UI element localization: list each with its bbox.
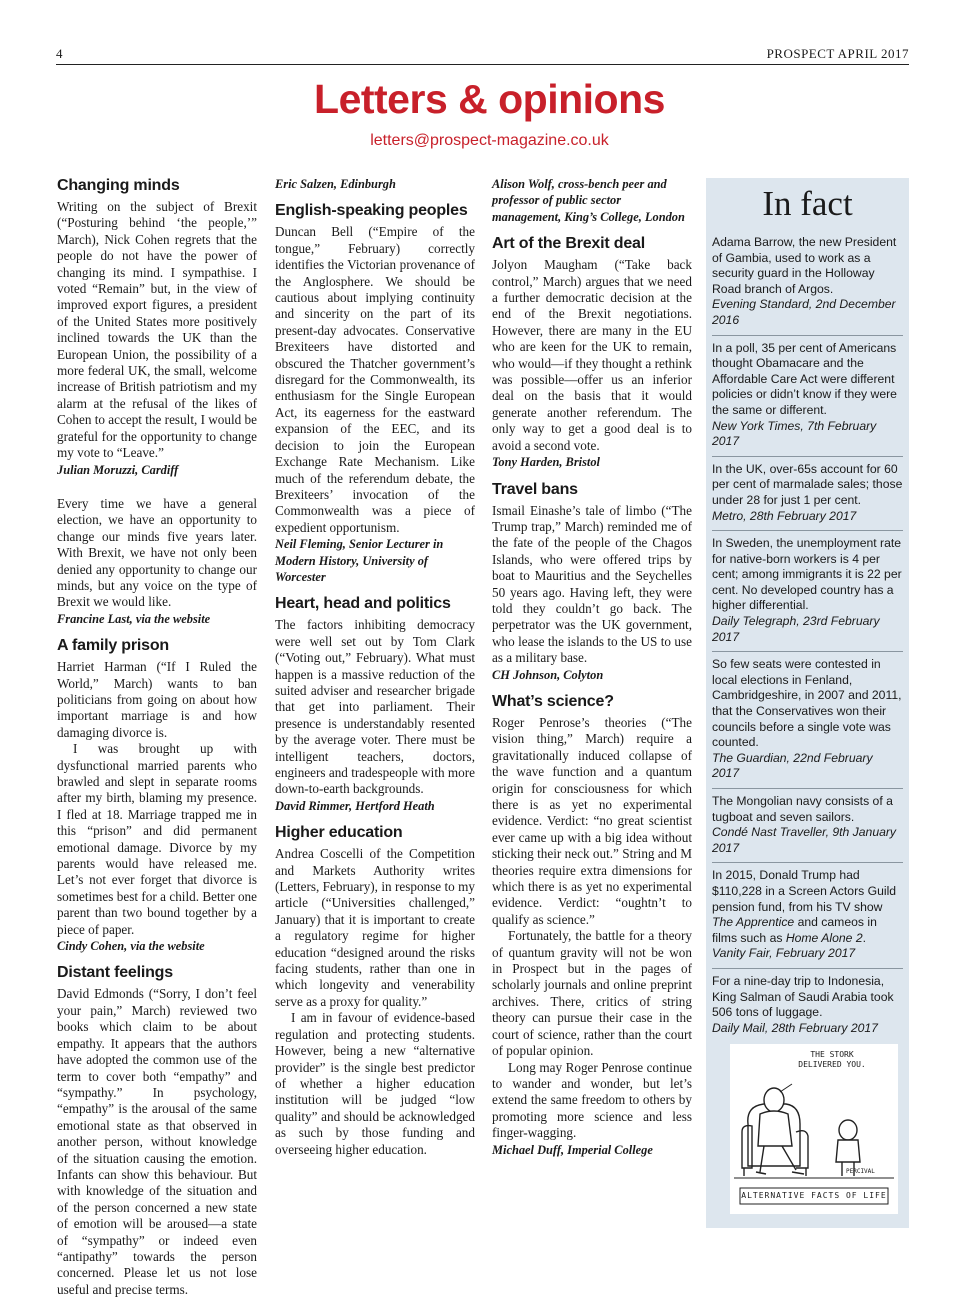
fact-item — [712, 863, 903, 969]
letter-heading: Higher education — [275, 824, 403, 842]
fact-item — [712, 652, 903, 789]
letter-signature: David Rimmer, Hertford Heath — [275, 798, 435, 813]
fact-item — [712, 969, 903, 1042]
letter-heading: Distant feelings — [57, 964, 173, 982]
in-fact-heading: In fact — [762, 184, 853, 223]
fact-source: Evening Standard, 2nd December 2016 — [712, 297, 896, 327]
letter-signature: Eric Salzen, Edinburgh — [275, 177, 396, 191]
letter-signature: Julian Moruzzi, Cardiff — [57, 462, 179, 477]
fact-source: Metro, 28th February 2017 — [712, 508, 857, 523]
letter-signature: Neil Fleming, Senior Lecturer in Modern History, University of Worcester — [275, 537, 444, 584]
letter-body: The factors inhibiting democracy were well set out by Tom Clark (“Voting out,” February). What must happen is a massive reduction of the suited adviser and researcher brigade that get into parliament. Their presence is understandably resented by the average voter. There must be intelligent teachers, doctors, engineers and tradespeople with more down-to-earth backgrounds. — [275, 617, 475, 797]
column-2 — [275, 176, 475, 1158]
fact-text: In a poll, 35 per cent of Americans thought Obamacare and the Affordable Care Act were different policies or didn’t know if they were the same or different. — [712, 340, 897, 417]
fact-text: In the UK, over-65s account for 60 per cent of marmalade sales; those under 28 for just 1 per cent. — [712, 461, 903, 507]
fact-item — [712, 230, 903, 336]
page-title: Letters & opinions — [314, 76, 665, 122]
letter-heading: Changing minds — [57, 177, 180, 194]
cartoon — [730, 1044, 898, 1214]
letter-body: Writing on the subject of Brexit (“Posturing behind ‘the people,’” March), Nick Cohen regrets that the people do not have the power of changing its mind. I sympathise. I voted “Remain” but, in the view of improved export figures, a president of the United States more positively inclined towards the UK than the European Union, the possibility of a more federal UK, the small, welcome increase of British patriotism and my alarm at the refusal of the likes of Cohen to accept the result, I would be grateful for the opportunity to change my vote to “Leave.” — [57, 199, 257, 461]
column-3 — [492, 176, 692, 1162]
page-number: 4 — [56, 46, 63, 61]
fact-item — [712, 336, 903, 457]
letter-body: I am in favour of evidence-based regulation and protecting students. However, being a new “alternative provider” is the single best predictor of whether a higher education institution will be judged “low quality” and should be acknowledged as such by those funding and overseeing higher education. — [275, 1010, 475, 1157]
fact-title: The Apprentice — [712, 915, 795, 930]
letter-heading: A family prison — [57, 637, 169, 655]
letter-signature: Alison Wolf, cross-bench peer and professor of public sector management, King’s College, London — [492, 177, 685, 224]
letter-body: Jolyon Maugham (“Take back control,” March) argues that we need a further democratic decision at the end of the Brexit negotiations. However, there are many in the EU who are keen for the UK to remain, who would—if they thought a rethink was possible—offer us an inferior deal on the basis that it would generate another referendum. The only way to get a good deal is to avoid a second vote. — [492, 257, 692, 453]
letter-body: Duncan Bell (“Empire of the tongue,” February) correctly identifies the Victorian provenance of the Anglosphere. We should be cautious about implying continuity and sincerity on the part of its present-day advocates. Conservative Brexiteers have distorted and obscured the Thatcher government’s disregard for the Commonwealth, its enthusiasm for the Single European Act, its eagerness for the eastward expansion of the EEC, and its decision to join the European Exchange Rate Mechanism. Like much of the referendum debate, the Brexiteers’ invocation of the Commonwealth was a piece of expedient opportunism. — [275, 224, 475, 535]
letter-body: Andrea Coscelli of the Competition and Markets Authority writes (Letters, February), in response to my article (“Universities challenged,” January) that it is important to create a regulatory regime for higher education “designed around the risks facing students, rather than one in which longevity and venerability serve as a proxy for quality.” — [275, 846, 475, 1009]
letters-email-link[interactable]: letters@prospect-magazine.co.uk — [370, 132, 609, 149]
fact-source: New York Times, 7th February 2017 — [712, 418, 877, 449]
fact-item — [712, 457, 903, 531]
fact-source: The Guardian, 22nd February 2017 — [712, 750, 873, 781]
fact-text: So few seats were contested in local elections in Fenland, Cambridgeshire, in 2007 and 2011, that the Conservatives won their councils before a single vote was counted. — [712, 657, 902, 750]
letter-signature: Tony Harden, Bristol — [492, 455, 600, 470]
fact-source: Vanity Fair, February 2017 — [712, 946, 856, 961]
letter-body: I was brought up with dysfunctional married parents who brawled and slept in separate rooms after my birth, blaming my presence. I fled at 18. Marriage trapped me in this “prison” and did permanent emotional damage. Divorce by my parents would have released me. Let’s not ever forget that divorce is sometimes best for a child. Better one parent than two bound together by a piece of paper. — [57, 741, 257, 937]
fact-text: In 2015, Donald Trump had $110,228 in a Screen Actors Guild pension fund, from his TV show — [712, 868, 897, 914]
letter-signature: Michael Duff, Imperial College — [492, 1142, 653, 1157]
cartoon-speech: THE STORK DELIVERED YOU. — [798, 1050, 866, 1069]
letter-signature: Cindy Cohen, via the website — [57, 939, 205, 954]
fact-source: Daily Telegraph, 23rd February 2017 — [712, 614, 880, 644]
fact-text: For a nine-day trip to Indonesia, King Salman of Saudi Arabia took 506 tons of luggage. — [712, 973, 894, 1020]
letter-body: David Edmonds (“Sorry, I don’t feel your pain,” March) reviewed two books which claim to be about empathy. It appears that the authors have adopted the common use of the term to cover both “empathy” and “sympathy.” In psychology, “empathy” is the arousal of the same emotional state as that observed in another person, without knowledge of the situation causing the emotion. Infants can show this behaviour. But with knowledge of the situation and of the person concerned a new state of emotion will be aroused—a state of “sympathy” or indeed even “antipathy” towards the person concerned. Please let us not lose useful and precise terms. — [57, 986, 257, 1297]
letter-signature: CH Johnson, Colyton — [492, 667, 604, 682]
fact-title: Home Alone 2 — [785, 930, 863, 945]
letter-heading: Heart, head and politics — [275, 595, 451, 613]
letter-body: Every time we have a general election, we have an opportunity to change our minds five years later. With Brexit, we have not only been denied any opportunity to change our minds, but any voice on the type of Brexit we would like. — [57, 495, 257, 610]
fact-text: and cameos in films such as — [712, 915, 877, 945]
fact-item — [712, 789, 903, 863]
cartoon-signature: PERCIVAL — [846, 1168, 875, 1175]
fact-text: In Sweden, the unemployment rate for native-born workers is 4 per cent; among immigrants it is 22 per cent. No developed country has a higher differential. — [712, 536, 902, 613]
letter-heading: English-speaking peoples — [275, 202, 468, 220]
letter-heading: Travel bans — [492, 480, 578, 498]
letter-heading: What’s science? — [492, 692, 614, 710]
in-fact-sidebar — [706, 178, 909, 1228]
column-1 — [57, 176, 257, 1298]
letter-body: Fortunately, the battle for a theory of quantum gravity will not be won in Prospect but in the pages of scholarly journals and online preprint archives. There, critics of string theory can pursue their case in the court of science, rather than the court of popular opinion. — [492, 928, 692, 1059]
letter-body: Roger Penrose’s theories (“The vision thing,” March) require a gravitationally induced collapse of the wave function and a quantum origin for consciousness for which there is as yet no experimental evidence. Verdict: “no great scientist ever came up with a big idea without sticking their neck out.” String and M theories require extra dimensions for which there is as yet no experimental evidence. Verdict: “oughtn’t to qualify as science.” — [492, 714, 692, 927]
magazine-issue: PROSPECT APRIL 2017 — [766, 46, 909, 61]
letter-body: Ismail Einashe’s tale of limbo (“The Trump trap,” March) reminded me of the fate of the people of the Chagos Islands, who were offered trips by boat to Mauritius and the Seychelles 50 years ago. Having left, they were told they couldn’t go back. The perpetrator was the UK government, who lease the islands to the US to use as a military base. — [492, 502, 692, 666]
fact-text: The Mongolian navy consists of a tugboat and seven sailors. — [712, 794, 893, 824]
letter-body: Harriet Harman (“If I Ruled the World,” March) wants to ban politicians from going on about how important marriage is and how damaging divorce is. — [57, 659, 257, 740]
letter-signature: Francine Last, via the website — [57, 611, 211, 626]
cartoon-caption: ALTERNATIVE FACTS OF LIFE — [741, 1191, 887, 1200]
page-header — [56, 44, 909, 65]
letter-body: Long may Roger Penrose continue to wander and wonder, but let’s extend the same freedom to others by promoting more science and less finger-wagging. — [492, 1059, 692, 1141]
fact-source: Condé Nast Traveller, 9th January 2017 — [712, 825, 897, 855]
fact-source: Daily Mail, 28th February 2017 — [712, 1020, 878, 1035]
letter-heading: Art of the Brexit deal — [492, 235, 645, 253]
fact-text: . — [862, 930, 866, 945]
fact-text: Adama Barrow, the new President of Gambia, used to work as a security guard in the Holloway Road branch of Argos. — [712, 235, 897, 296]
fact-item — [712, 531, 903, 652]
